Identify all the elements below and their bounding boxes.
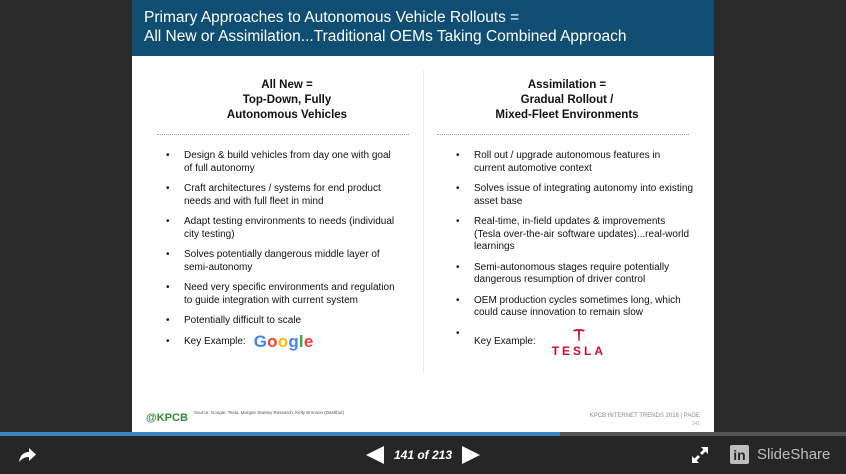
list-item: • Adapt testing environments to needs (individual city testing) <box>164 216 400 241</box>
footer-page-number: 141 <box>691 421 700 427</box>
list-item: • Solves issue of integrating autonomy into existing asset base <box>454 183 694 208</box>
left-column-heading <box>192 78 382 123</box>
key-example-label: • Key Example: <box>474 336 536 348</box>
list-item: • Design & build vehicles from day one with goal of full autonomy <box>164 150 400 175</box>
brand-name: SlideShare <box>757 446 831 463</box>
google-logo <box>253 331 314 351</box>
slideshare-brand[interactable] <box>730 445 830 464</box>
google-letter: g <box>288 331 299 351</box>
heading-line: Assimilation = <box>527 79 607 91</box>
left-bullet-list <box>164 150 400 356</box>
right-bullet-list <box>454 150 694 366</box>
list-item: • Need very specific environments and regulation to guide integration with current system <box>164 282 400 307</box>
slide <box>132 0 714 432</box>
footer-title: KPCB INTERNET TRENDS 2016 | PAGE <box>589 413 700 419</box>
key-example-item <box>164 331 400 351</box>
key-example-label: • Key Example: <box>184 335 246 347</box>
list-item: • Real-time, in-field updates & improvements (Tesla over-the-air software updates)...real-world learnings <box>454 216 694 254</box>
tesla-wordmark: TESLA <box>551 343 607 358</box>
list-item: • Potentially difficult to scale <box>164 315 400 328</box>
linkedin-icon: in <box>730 445 749 464</box>
right-column-heading <box>452 78 682 123</box>
list-item: • Solves potentially dangerous middle layer of semi-autonomy <box>164 249 400 274</box>
google-letter: l <box>298 331 304 351</box>
player-toolbar <box>0 436 846 474</box>
heading-line: Autonomous Vehicles <box>226 109 348 121</box>
slide-title <box>144 8 626 46</box>
heading-line: All New = <box>261 79 313 91</box>
google-letter: e <box>303 331 314 351</box>
google-letter: o <box>267 331 278 351</box>
slide-counter: 141 of 213 <box>393 448 453 462</box>
next-arrow-icon[interactable] <box>460 445 482 465</box>
expand-icon[interactable] <box>690 445 710 465</box>
kpcb-logo: @KPCB <box>146 412 188 424</box>
list-item: • Craft architectures / systems for end product needs and with full fleet in mind <box>164 183 400 208</box>
slide-header <box>132 0 714 56</box>
key-example-item <box>454 328 694 358</box>
prev-arrow-icon[interactable] <box>364 445 386 465</box>
title-line-1: Primary Approaches to Autonomous Vehicle Rollouts = <box>144 9 520 26</box>
tesla-t-icon <box>572 328 586 345</box>
heading-line: Mixed-Fleet Environments <box>495 109 639 121</box>
share-icon[interactable] <box>16 444 38 466</box>
tesla-logo <box>552 328 606 358</box>
heading-line: Gradual Rollout / <box>520 94 614 106</box>
list-item: • Semi-autonomous stages require potentially dangerous resumption of driver control <box>454 262 694 287</box>
list-item: • OEM production cycles sometimes long, which could cause innovation to remain slow <box>454 295 694 320</box>
google-letter: G <box>253 331 268 351</box>
heading-line: Top-Down, Fully <box>242 94 332 106</box>
left-divider <box>157 134 409 135</box>
right-divider <box>437 134 689 135</box>
list-item: • Roll out / upgrade autonomous features in current automotive context <box>454 150 694 175</box>
source-note: Source: Google, Tesla, Morgan Stanley Research, Kelly Bronson (Dashbot) <box>194 410 344 415</box>
column-separator <box>423 70 424 374</box>
title-line-2: All New or Assimilation...Traditional OEMs Taking Combined Approach <box>144 28 627 45</box>
google-letter: o <box>277 331 289 351</box>
